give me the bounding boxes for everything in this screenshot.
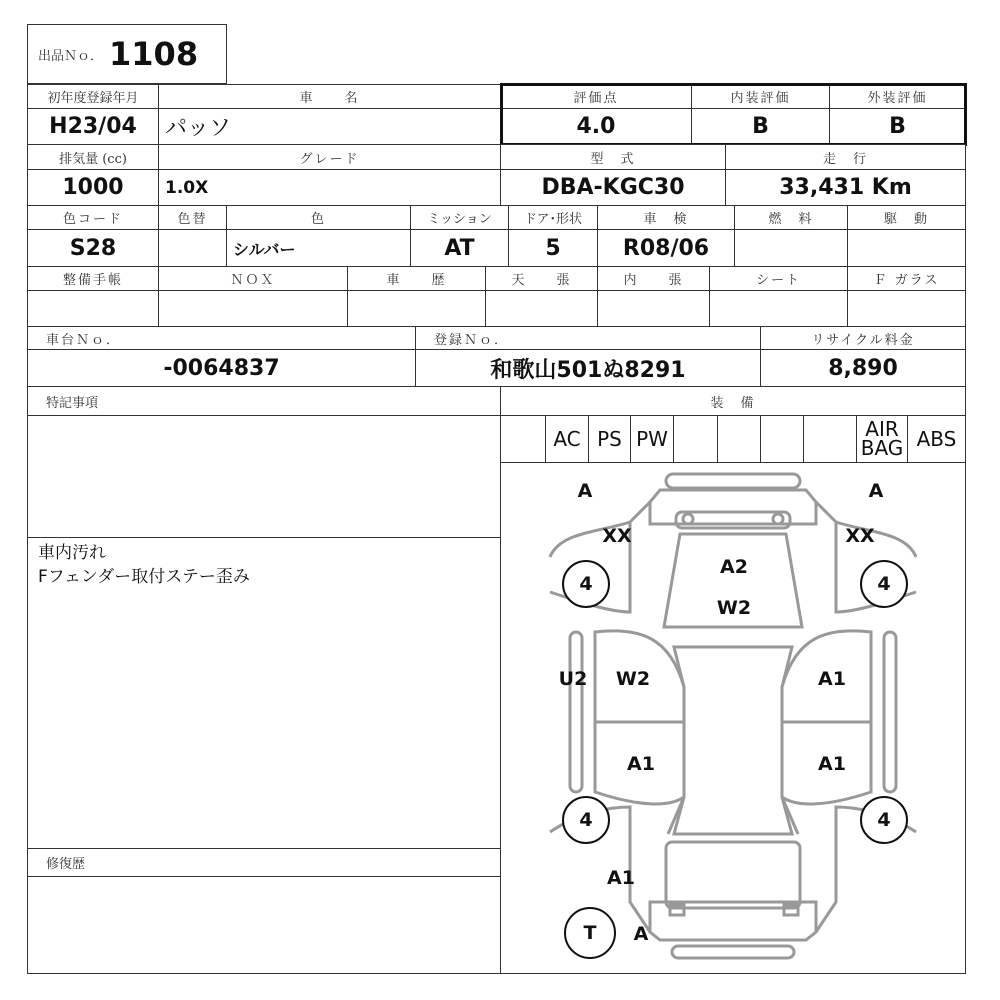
damage-mark: W2 — [615, 668, 651, 690]
recycle-label: リサイクル料金 — [760, 326, 966, 350]
damage-mark: XX — [602, 525, 632, 547]
damage-mark: A1 — [818, 668, 846, 690]
tire-mark: 4 — [562, 796, 610, 844]
equipment-ps: PS — [588, 415, 631, 463]
equipment-cell — [500, 415, 546, 463]
seat-value — [709, 290, 848, 327]
damage-mark: A1 — [627, 753, 655, 775]
color-value: シルバー — [226, 229, 411, 267]
damage-mark: A — [633, 923, 649, 945]
interior-value: B — [691, 108, 830, 145]
tire-mark: 4 — [860, 796, 908, 844]
drive-value — [847, 229, 966, 267]
exterior-label: 外装評価 — [829, 84, 966, 109]
score-value: 4.0 — [500, 108, 692, 145]
equipment-cell — [717, 415, 761, 463]
equipment-ac: AC — [545, 415, 589, 463]
color-change-value — [158, 229, 227, 267]
model-label: 型 式 — [500, 144, 726, 170]
damage-mark: A1 — [607, 867, 635, 889]
repair-history-value — [27, 876, 501, 974]
chassis-value: -0064837 — [27, 349, 416, 387]
service-value — [27, 290, 159, 327]
color-code-value: S28 — [27, 229, 159, 267]
damage-mark: XX — [845, 525, 875, 547]
interior-label: 内装評価 — [691, 84, 830, 109]
equipment-pw: PW — [630, 415, 674, 463]
lot-label: 出品Ｎｏ． — [38, 48, 104, 64]
doors-label: ドア･形状 — [508, 205, 598, 230]
inspection-label: 車 検 — [597, 205, 735, 230]
seat-label: シート — [709, 266, 848, 291]
mission-label: ミッション — [410, 205, 509, 230]
notes-upper — [27, 415, 501, 538]
plate-label: 登録Ｎｏ． — [415, 326, 761, 350]
lot-number: 1108 — [109, 35, 199, 73]
car-name-value: パッソ — [158, 108, 501, 145]
lot-number-box — [27, 24, 227, 84]
color-label: 色 — [226, 205, 411, 230]
grade-label: グレード — [158, 144, 501, 170]
damage-mark: A1 — [818, 753, 846, 775]
equipment-cell — [760, 415, 804, 463]
doors-value: 5 — [508, 229, 598, 267]
history-label: 車 歴 — [347, 266, 486, 291]
color-change-label: 色替 — [158, 205, 227, 230]
nox-label: ＮＯＸ — [158, 266, 348, 291]
color-code-label: 色コード — [27, 205, 159, 230]
mileage-value: 33,431 Km — [725, 169, 966, 206]
equipment-airbag: AIR BAG — [856, 415, 908, 463]
repair-history-label: 修復歴 — [27, 848, 501, 877]
tire-mark: 4 — [562, 560, 610, 608]
car-name-label: 車 名 — [158, 84, 501, 109]
nox-value — [158, 290, 348, 327]
first-reg-value: H23/04 — [27, 108, 159, 145]
glass-label: Ｆ ガラス — [847, 266, 966, 291]
equipment-cell — [803, 415, 857, 463]
roof-label: 天 張 — [485, 266, 598, 291]
chassis-label: 車台Ｎｏ． — [27, 326, 416, 350]
drive-label: 駆 動 — [847, 205, 966, 230]
inspection-value: R08/06 — [597, 229, 735, 267]
roof-value — [485, 290, 598, 327]
car-diagram — [500, 462, 966, 974]
note-line: 車内汚れ — [38, 543, 106, 563]
recycle-value: 8,890 — [760, 349, 966, 387]
note-line: Fフェンダー取付ステー歪み — [38, 567, 250, 587]
plate-value: 和歌山501ぬ8291 — [415, 349, 761, 387]
fuel-label: 燃 料 — [734, 205, 848, 230]
exterior-value: B — [829, 108, 966, 145]
equipment-abs: ABS — [907, 415, 966, 463]
glass-value — [847, 290, 966, 327]
tire-mark: 4 — [860, 560, 908, 608]
damage-mark: A — [577, 480, 593, 502]
equipment-cell — [673, 415, 718, 463]
inner-label: 内 張 — [597, 266, 710, 291]
damage-mark: W2 — [716, 597, 752, 619]
model-value: DBA-KGC30 — [500, 169, 726, 206]
grade-value: 1.0X — [158, 169, 501, 206]
equipment-label: 装 備 — [500, 386, 966, 416]
damage-mark: A — [868, 480, 884, 502]
mileage-label: 走 行 — [725, 144, 966, 170]
spare-tire-mark: T — [564, 907, 616, 959]
history-value — [347, 290, 486, 327]
displacement-value: 1000 — [27, 169, 159, 206]
notes-label: 特記事項 — [27, 386, 501, 416]
service-label: 整備手帳 — [27, 266, 159, 291]
mission-value: AT — [410, 229, 509, 267]
score-label: 評価点 — [500, 84, 692, 109]
damage-mark: A2 — [720, 556, 748, 578]
inner-value — [597, 290, 710, 327]
displacement-label: 排気量 (cc) — [27, 144, 159, 170]
fuel-value — [734, 229, 848, 267]
first-reg-label: 初年度登録年月 — [27, 84, 159, 109]
damage-mark: U2 — [558, 668, 588, 690]
